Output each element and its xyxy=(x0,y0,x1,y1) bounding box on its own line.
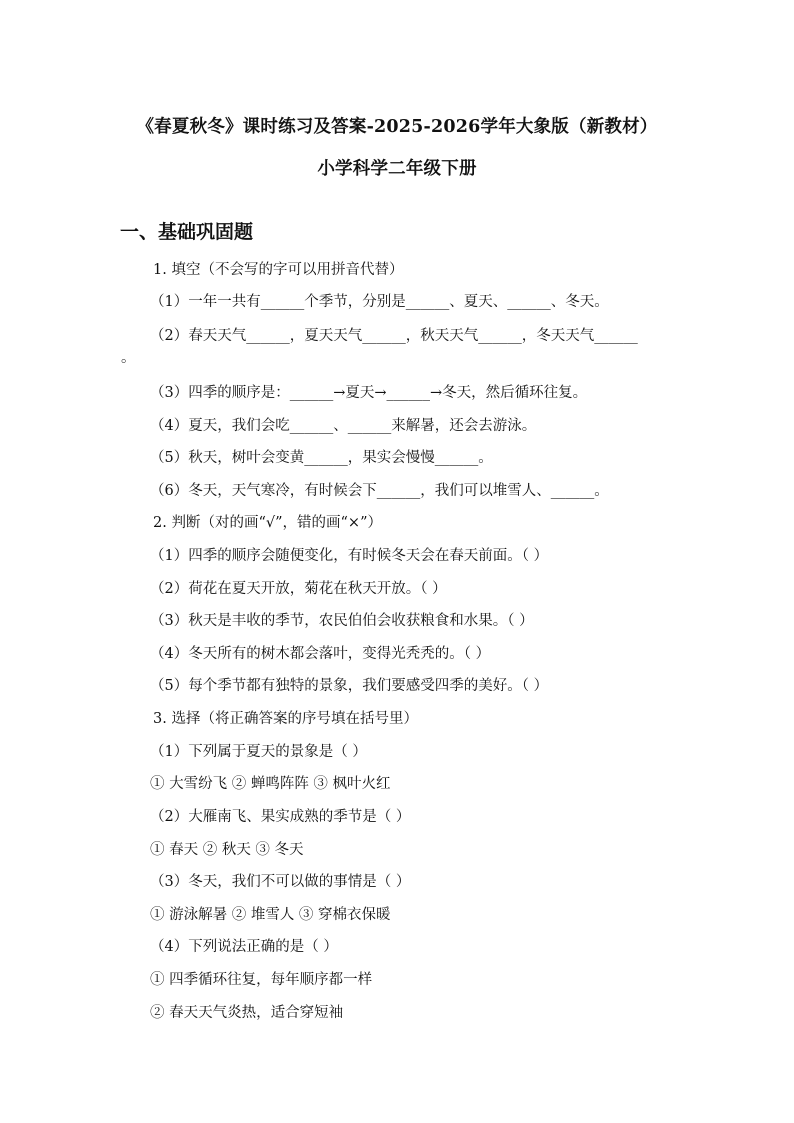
choice-item-1-options: ① 大雪纷飞 ② 蝉鸣阵阵 ③ 枫叶火红 xyxy=(150,776,391,792)
choice-item-3-options: ① 游泳解暑 ② 堆雪人 ③ 穿棉衣保暖 xyxy=(150,907,391,923)
judge-item-1: （1）四季的顺序会随便变化，有时候冬天会在春天前面。（ ） xyxy=(150,548,549,564)
question-1-header: 1. 填空（不会写的字可以用拼音代替） xyxy=(153,262,404,278)
section-heading: 一、基础巩固题 xyxy=(120,221,254,243)
document-title-line1: 《春夏秋冬》课时练习及答案-2025-2026学年大象版（新教材） xyxy=(136,117,658,137)
choice-item-3: （3）冬天，我们不可以做的事情是（ ） xyxy=(150,874,411,890)
fill-blank-item-5: （5）秋天，树叶会变黄______，果实会慢慢______。 xyxy=(150,450,493,466)
fill-blank-item-2-end: 。 xyxy=(121,350,136,366)
choice-item-4-option-2: ② 春天天气炎热，适合穿短袖 xyxy=(150,1005,344,1021)
fill-blank-item-2: （2）春天天气______，夏天天气______，秋天天气______，冬天天气______ xyxy=(150,328,638,344)
choice-item-2: （2）大雁南飞、果实成熟的季节是（ ） xyxy=(150,809,411,825)
fill-blank-item-4: （4）夏天，我们会吃______、______来解暑，还会去游泳。 xyxy=(150,418,537,434)
judge-item-3: （3）秋天是丰收的季节，农民伯伯会收获粮食和水果。（ ） xyxy=(150,613,534,629)
question-2-header: 2. 判断（对的画“√”，错的画“×”） xyxy=(153,515,382,531)
choice-item-4-option-1: ① 四季循环往复，每年顺序都一样 xyxy=(150,972,373,988)
fill-blank-item-6: （6）冬天，天气寒冷，有时候会下______，我们可以堆雪人、______。 xyxy=(150,483,609,499)
judge-item-5: （5）每个季节都有独特的景象，我们要感受四季的美好。（ ） xyxy=(150,678,549,694)
fill-blank-item-1: （1）一年一共有______个季节，分别是______、夏天、______、冬天。 xyxy=(150,294,609,310)
choice-item-4: （4）下列说法正确的是（ ） xyxy=(150,939,338,955)
document-title-line2: 小学科学二年级下册 xyxy=(317,159,477,179)
question-3-header: 3. 选择（将正确答案的序号填在括号里） xyxy=(153,711,418,727)
fill-blank-item-3: （3）四季的顺序是：______→夏天→______→冬天，然后循环往复。 xyxy=(150,385,588,401)
judge-item-2: （2）荷花在夏天开放，菊花在秋天开放。（ ） xyxy=(150,581,447,597)
choice-item-2-options: ① 春天 ② 秋天 ③ 冬天 xyxy=(150,842,304,858)
judge-item-4: （4）冬天所有的树木都会落叶，变得光秃秃的。（ ） xyxy=(150,646,491,662)
choice-item-1: （1）下列属于夏天的景象是（ ） xyxy=(150,744,367,760)
